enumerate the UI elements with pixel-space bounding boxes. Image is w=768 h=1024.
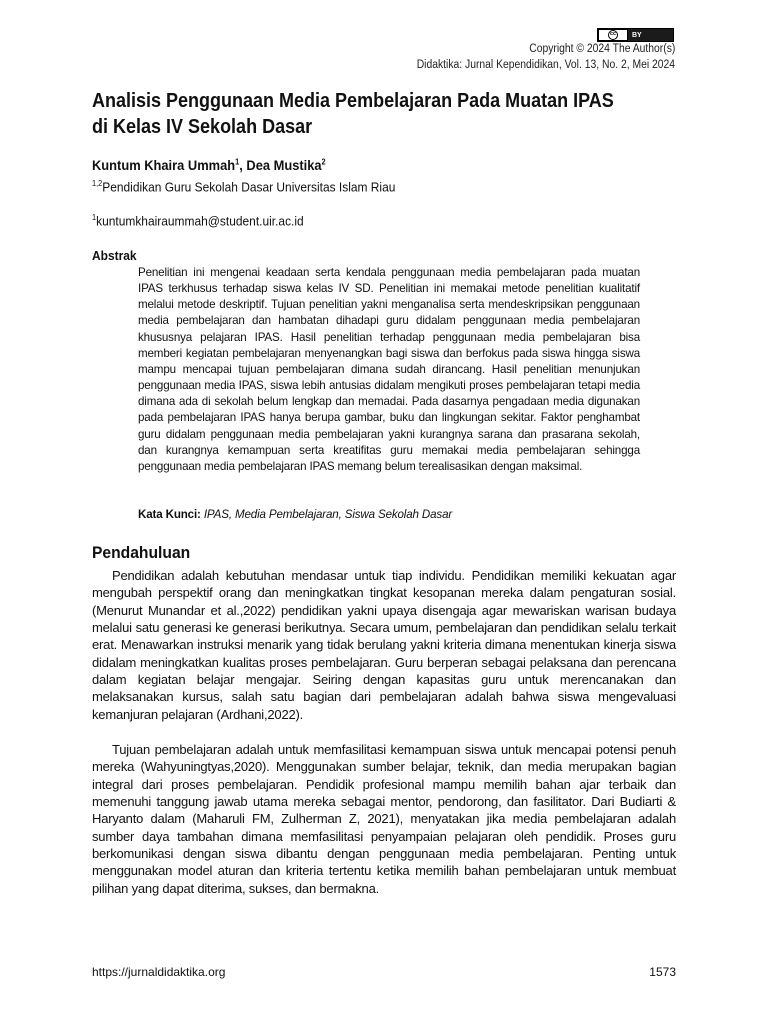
footer-page-number: 1573: [649, 965, 676, 979]
abstract-body: Penelitian ini mengenai keadaan serta kendala penggunaan media pembelajaran pada muatan IPAS terkhusus terhadap siswa kelas IV SD. Penelitian ini memakai metode penelitian kualitatif melalui metode deskriptif. Tujuan penelitian yakni menganalisa serta mendeskripsikan penggunaan media pembelajaran dan hambatan dihadapi guru didalam penggunaan media pembelajaran khususnya pelajaran IPAS. Hasil penelitian terhadap penggunaan media pembelajaran bisa memberi kegiatan pembelajaran menyenangkan bagi siswa dan berfokus pada siswa hingga siswa mampu mencapai tujuan pembelajaran dimana sudah dirancang. Hasil penelitian menunjukan penggunaan media IPAS, siswa lebih antusias didalam mengikuti proses pembelajaran tetapi media dimana ada di sekolah belum lengkap dan memadai. Pada dasarnya pengadaan media digunakan pada pembelajaran IPAS hanya berupa gambar, buku dan lingkungan sekitar. Faktor penghambat guru didalam penggunaan media pembelajaran yakni kurangnya sarana dan prasarana sekolah, dan kurangnya kemampuan serta kreatifitas guru memakai media pembelajaran sehingga penggunaan media pembelajaran IPAS memang belum terealisasikan dengan maksimal.: [138, 266, 640, 473]
journal-citation: Didaktika: Jurnal Kependidikan, Vol. 13, No. 2, Mei 2024: [416, 59, 675, 71]
keywords-values: IPAS, Media Pembelajaran, Siswa Sekolah Dasar: [203, 508, 453, 521]
affiliation-marker: 1,2: [92, 179, 103, 188]
author-2-name: Dea Mustika: [246, 157, 322, 173]
cc-ring-icon: cc: [608, 30, 618, 40]
abstract-heading: Abstrak: [92, 248, 137, 263]
author-separator: ,: [239, 157, 247, 173]
intro-paragraph-1: Pendidikan adalah kebutuhan mendasar untuk tiap individu. Pendidikan memiliki kekuatan agar mengubah perspektif orang dan meningkatkan tingkat kesopanan mereka dalam pengaturan sosial. (Menurut Munandar et al.,2022) pendidikan yakni upaya disengaja agar mewariskan warisan budaya melalui satu generasi ke generasi berikutnya. Secara umum, pembelajaran dan pendidikan selalu terkait erat. Menawarkan instruksi menarik yang tidak berulang yakni kriteria dimana menentukan kinerja siswa didalam meningkatkan kualitas proses pembelajaran. Guru berperan sebagai pelaksana dan perencana dalam kegiatan belajar mengajar. Seiring dengan kapasitas guru untuk merencanakan dan melaksanakan kursus, salah satu bagian dari pembelajaran adalah bahwa siswa mengevaluasi kemanjuran pelajaran (Ardhani,2022).: [92, 568, 676, 722]
affiliation-text: Pendidikan Guru Sekolah Dasar Universitas Islam Riau: [102, 179, 396, 195]
author-1-name: Kuntum Khaira Ummah: [92, 157, 236, 173]
section-heading-pendahuluan: Pendahuluan: [92, 543, 191, 562]
affiliation-line: [92, 179, 395, 194]
email-line: [92, 213, 304, 228]
intro-paragraph-2: Tujuan pembelajaran adalah untuk memfasilitasi kemampuan siswa untuk mencapai potensi penuh mereka (Wahyuningtyas,2020). Menggunakan sumber belajar, teknik, dan media merupakan bagian integral dari proses pembelajaran. Pendidik profesional mampu memilih bahan ajar terbaik dan memenuhi tanggung jawab utama mereka sebagai mentor, pendorong, dan fasilitator. Dari Budiarti & Haryanto dalam (Maharuli FM, Zulherman Z, 2021), menyatakan jika media pembelajaran adalah sumber daya tambahan dimana memfasilitasi penyampaian pelajaran oleh pendidik. Proses guru berkomunikasi dengan siswa dibantu dengan penggunaan media pembelajaran. Penting untuk menggunakan model aturan dan kriteria tertentu ketika memilih bahan pembelajaran untuk membuat pilihan yang dapat diterima, sukses, dan bermakna.: [92, 742, 676, 896]
cc-by-label: BY: [632, 31, 642, 39]
copyright-notice: Copyright © 2024 The Author(s): [528, 43, 675, 55]
author-1-marker: 1: [235, 157, 240, 167]
keywords-label: Kata Kunci:: [138, 508, 201, 521]
cc-license-badge: [597, 28, 674, 42]
footer-journal-url[interactable]: https://jurnaldidaktika.org: [92, 965, 226, 979]
cc-logo-icon: [598, 29, 628, 41]
author-2-marker: 2: [321, 157, 326, 167]
author-line: [92, 157, 326, 173]
article-title: Analisis Penggunaan Media Pembelajaran Pada Muatan IPAS di Kelas IV Sekolah Dasar: [92, 90, 614, 138]
keywords-line: [138, 508, 640, 521]
email-marker: 1: [92, 213, 97, 222]
author-email: kuntumkhairaummah@student.uir.ac.id: [96, 213, 304, 229]
